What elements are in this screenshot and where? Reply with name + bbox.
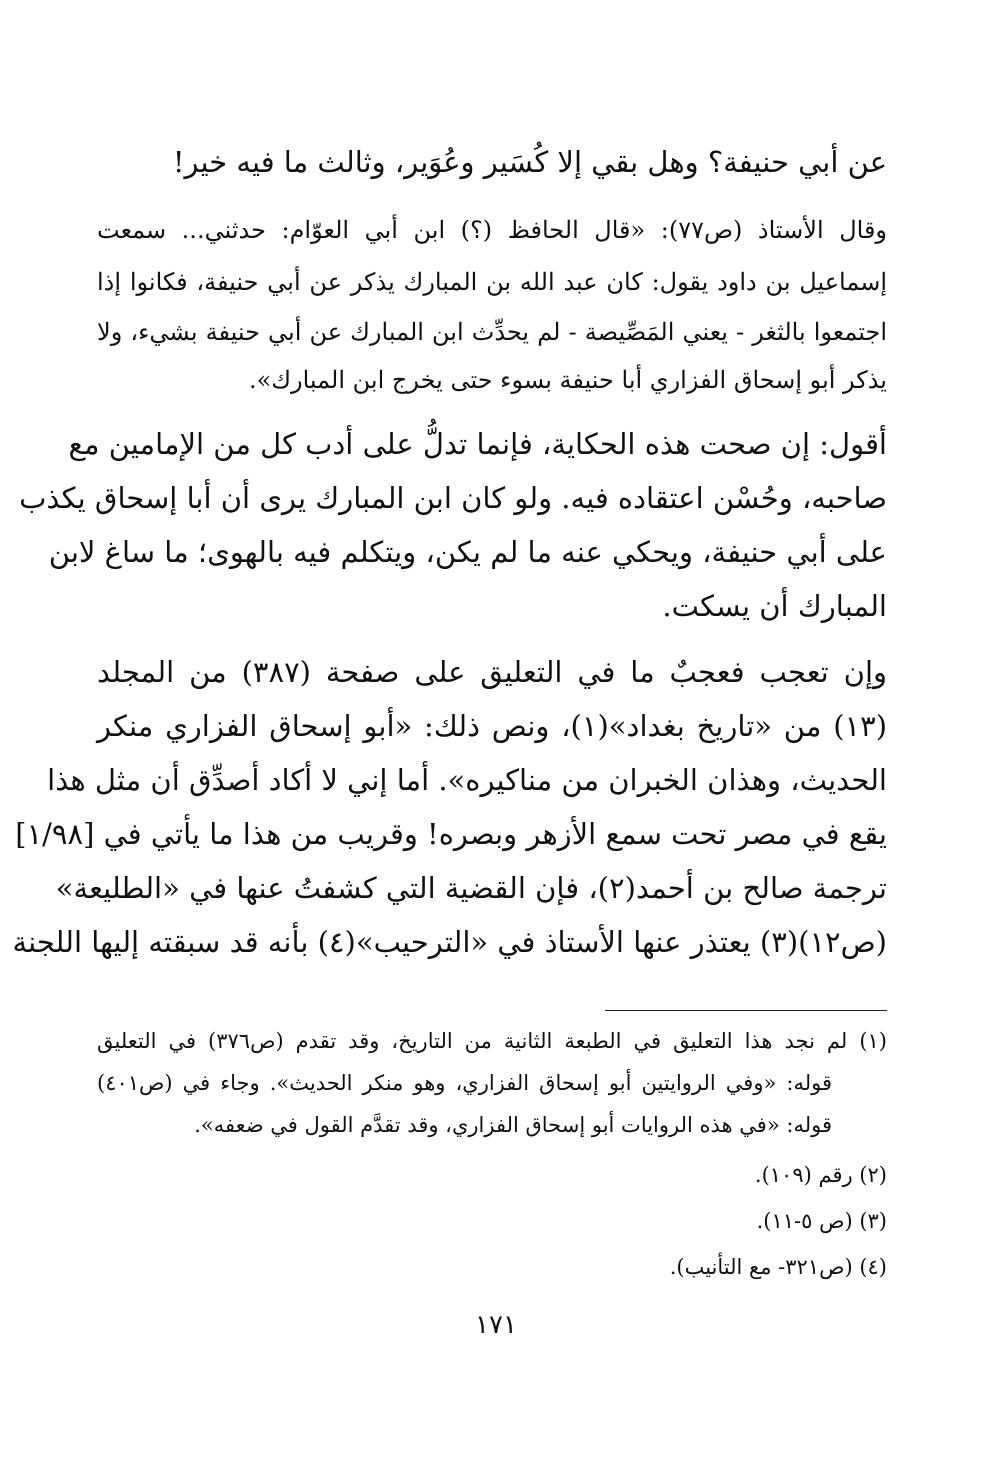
quote-line: إسماعيل بن داود يقول: كان عبد الله بن المبارك يذكر عن أبي حنيفة، فكانوا إذا [97,268,887,296]
quote-line: اجتمعوا بالثغر - يعني المَصِّيصة - لم يحدِّث ابن المبارك عن أبي حنيفة بشيء، ولا [97,318,887,346]
body-line: (١٣) من «تاريخ بغداد»(١)، ونص ذلك: «أبو إسحاق الفزاري منكر [97,709,888,743]
footnote-line: (٣) (ص ٥-١١). [756,1209,887,1233]
body-line: صاحبه، وحُسْن اعتقاده فيه. ولو كان ابن المبارك يرى أن أبا إسحاق يكذب [19,481,887,515]
body-line: على أبي حنيفة، ويحكي عنه ما لم يكن، ويتكلم فيه بالهوى؛ ما ساغ لابن [48,535,887,569]
footnote-line: (٢) رقم (١٠٩). [754,1163,887,1187]
footnote-separator [605,1010,887,1011]
body-line: المبارك أن يسكت. [662,589,887,623]
footnote-line: قوله: «في هذه الروايات أبو إسحاق الفزاري، وقد تقدَّم القول في ضعفه». [194,1113,832,1137]
footnote-line: قوله: «وفي الروايتين أبو إسحاق الفزاري، وهو منكر الحديث». وجاء في (ص٤٠١) [97,1071,832,1095]
body-line: الحديث، وهذان الخبران من مناكيره». أما إني لا أكاد أصدِّق أن مثل هذا [47,763,887,797]
body-line: وإن تعجب فعجبٌ ما في التعليق على صفحة (٣٨٧) من المجلد [97,655,888,689]
body-line: عن أبي حنيفة؟ وهل بقي إلا كُسَير وعُوَير، وثالث ما فيه خير! [172,145,887,179]
body-line: أقول: إن صحت هذه الحكاية، فإنما تدلُّ على أدب كل من الإمامين مع [68,427,887,461]
quote-line: يذكر أبو إسحاق الفزاري أبا حنيفة بسوء حتى يخرج ابن المبارك». [248,366,887,394]
page-number: ١٧١ [475,1310,517,1340]
footnote-line: (٤) (ص٣٢١- مع التأنيب). [669,1255,887,1279]
body-line: يقع في مصر تحت سمع الأزهر وبصره! وقريب من هذا ما يأتي في [١/٩٨] [15,817,887,851]
footnote-line: (١) لم نجد هذا التعليق في الطبعة الثانية من التاريخ، وقد تقدم (ص٣٧٦) في التعليق [97,1029,887,1053]
body-line: (ص١٢)(٣) يعتذر عنها الأستاذ في «الترحيب»(٤) بأنه قد سبقته إليها اللجنة [12,925,887,959]
body-line: ترجمة صالح بن أحمد(٢)، فإن القضية التي كشفتُ عنها في «الطليعة» [55,871,887,905]
quote-line: وقال الأستاذ (ص٧٧): «قال الحافظ (؟) ابن أبي العوّام: حدثني... سمعت [97,216,888,244]
